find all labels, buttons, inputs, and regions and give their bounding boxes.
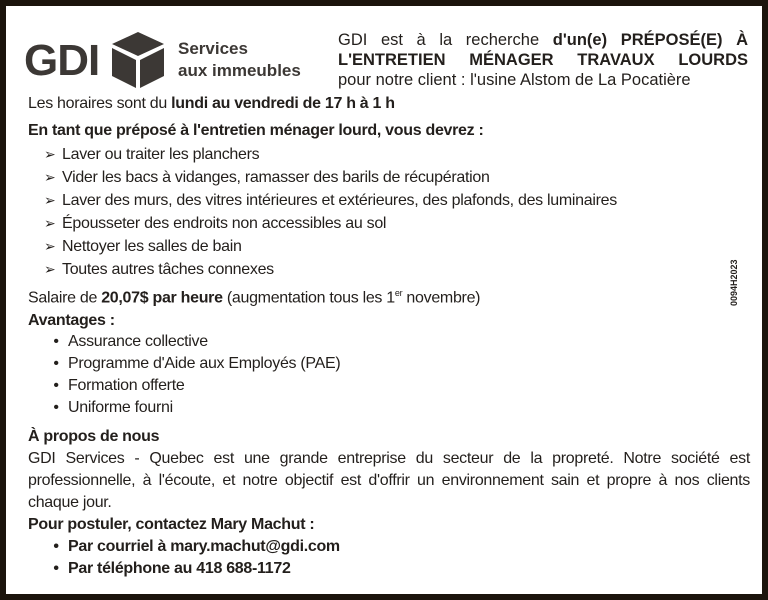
- bullet-icon: •: [53, 333, 59, 350]
- list-item: ➢ Toutes autres tâches connexes: [44, 258, 617, 281]
- arrow-bullet-icon: ➢: [44, 192, 56, 208]
- header-text: GDI est à la recherche d'un(e) PRÉPOSÉ(E) À L'ENTRETIEN MÉNAGER TRAVAUX LOURDS pour notre client : l'usine Alstom de La Pocatière: [338, 31, 748, 89]
- list-item: • Formation offerte: [44, 375, 340, 397]
- salary: Salaire de 20,07$ par heure (augmentation tous les 1er novembre): [28, 288, 481, 307]
- job-ad: [6, 6, 762, 594]
- email-contact[interactable]: Par courriel à mary.machut@gdi.com: [68, 538, 340, 555]
- apply-title: Pour postuler, contactez Mary Machut :: [28, 516, 315, 533]
- list-item: • Programme d'Aide aux Employés (PAE): [44, 353, 340, 375]
- benefits-list: [44, 331, 340, 419]
- list-item: ➢ Laver des murs, des vitres intérieures et extérieures, des plafonds, des luminaires: [44, 189, 617, 212]
- list-item: ➢ Vider les bacs à vidanges, ramasser des barils de récupération: [44, 166, 617, 189]
- about-title: À propos de nous: [28, 428, 160, 445]
- benefits-title: Avantages :: [28, 312, 115, 329]
- bullet-icon: •: [53, 560, 59, 577]
- list-item: ➢ Laver ou traiter les planchers: [44, 143, 617, 166]
- list-item: ➢ Épousseter des endroits non accessibles au sol: [44, 212, 617, 235]
- arrow-bullet-icon: ➢: [44, 261, 56, 277]
- ad-code: 0094H2023: [729, 259, 739, 306]
- phone-contact[interactable]: Par téléphone au 418 688-1172: [68, 560, 291, 577]
- arrow-bullet-icon: ➢: [44, 169, 56, 185]
- hours: Les horaires sont du lundi au vendredi de 17 h à 1 h: [28, 95, 395, 112]
- apply-list: [44, 536, 340, 580]
- bullet-icon: •: [53, 399, 59, 416]
- about-text: GDI Services - Quebec est une grande entreprise du secteur de la propreté. Notre société est professionnelle, à l'écoute, et notre objectif est d'offrir un environnement sain et propre à nos clients chaque jour.: [28, 450, 750, 511]
- bullet-icon: •: [53, 538, 59, 555]
- list-item: [44, 536, 340, 558]
- list-item: [44, 558, 340, 580]
- cube-logo-icon: [110, 30, 166, 90]
- arrow-bullet-icon: ➢: [44, 238, 56, 254]
- logo-text: GDI: [24, 36, 100, 85]
- duties-title: En tant que préposé à l'entretien ménager lourd, vous devrez :: [28, 122, 484, 139]
- list-item: • Assurance collective: [44, 331, 340, 353]
- logo-subtitle: Services aux immeubles: [178, 39, 301, 80]
- arrow-bullet-icon: ➢: [44, 215, 56, 231]
- bullet-icon: •: [53, 355, 59, 372]
- list-item: ➢ Nettoyer les salles de bain: [44, 235, 617, 258]
- bullet-icon: •: [53, 377, 59, 394]
- duties-list: [44, 143, 617, 281]
- list-item: • Uniforme fourni: [44, 397, 340, 419]
- arrow-bullet-icon: ➢: [44, 146, 56, 162]
